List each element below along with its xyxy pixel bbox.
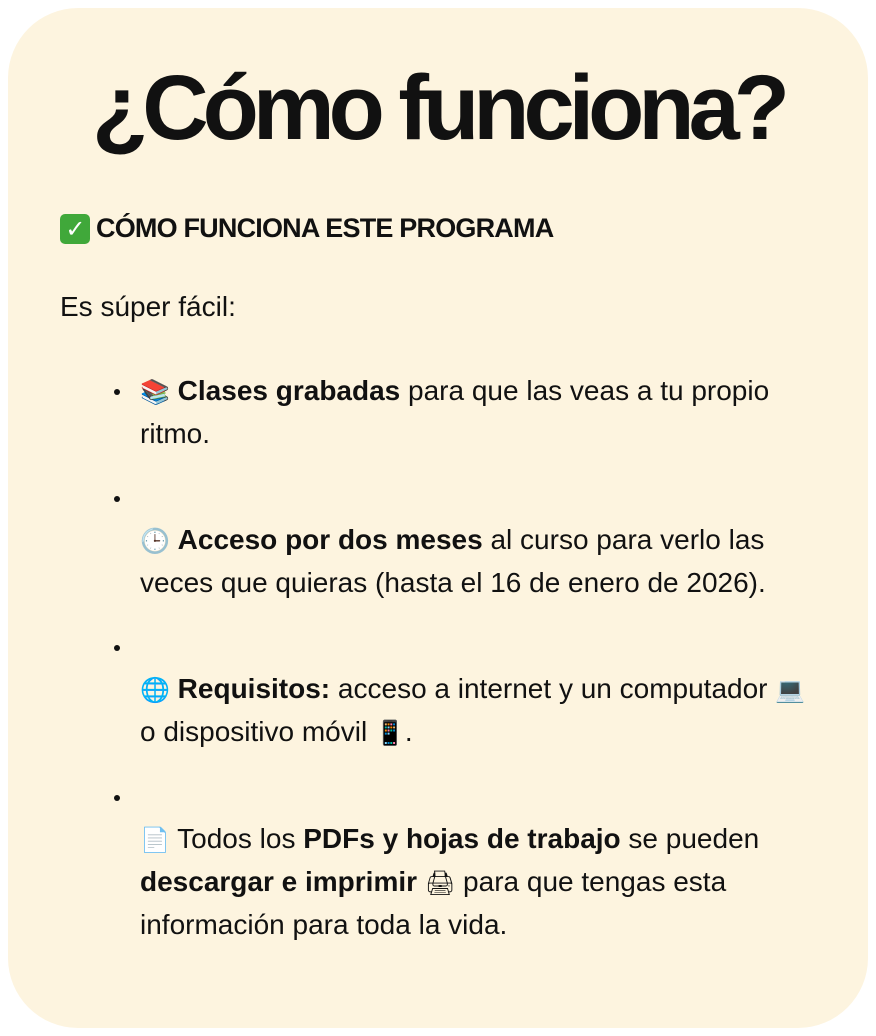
section-heading-text: CÓMO FUNCIONA ESTE PROGRAMA [96,213,554,243]
item-bold: Requisitos: [177,673,331,704]
laptop-icon: 💻 [775,676,806,704]
globe-icon: 🌐 [140,676,170,704]
item-text: o dispositivo móvil [140,716,375,747]
item-bold: PDFs y hojas de trabajo [303,823,621,854]
item-bold: descargar e imprimir [140,866,418,897]
item-text: . [404,716,413,747]
item-text: para que tengas esta información para toda la vida. [140,866,727,940]
document-icon: 📄 [140,826,170,854]
item-text: Todos los [169,823,304,854]
item-bold: Acceso por dos meses [177,524,483,555]
item-text: para que las veas a tu propio ritmo. [140,375,770,449]
check-mark-button-icon: ✓ [60,214,90,244]
mobile-phone-icon: 📱 [374,719,405,747]
page-title: ¿Cómo funciona? [92,57,784,159]
list-item [104,477,824,604]
item-text: al curso para verlo las veces que quieras (hasta el 16 de enero de 2026). [140,524,766,598]
section-heading [60,213,553,244]
list-item [104,626,824,754]
item-bold: Clases grabadas [177,375,401,406]
list-item [104,776,824,946]
intro-text: Es súper fácil: [60,291,236,322]
info-card [8,8,868,1028]
clock-icon: 🕒 [140,527,170,555]
item-text: acceso a internet y un computador [330,673,776,704]
item-text: se pueden [620,823,760,854]
list-item [104,370,824,455]
feature-list [104,370,824,968]
printer-icon: 🖨 [424,869,456,897]
books-icon: 📚 [140,378,170,406]
